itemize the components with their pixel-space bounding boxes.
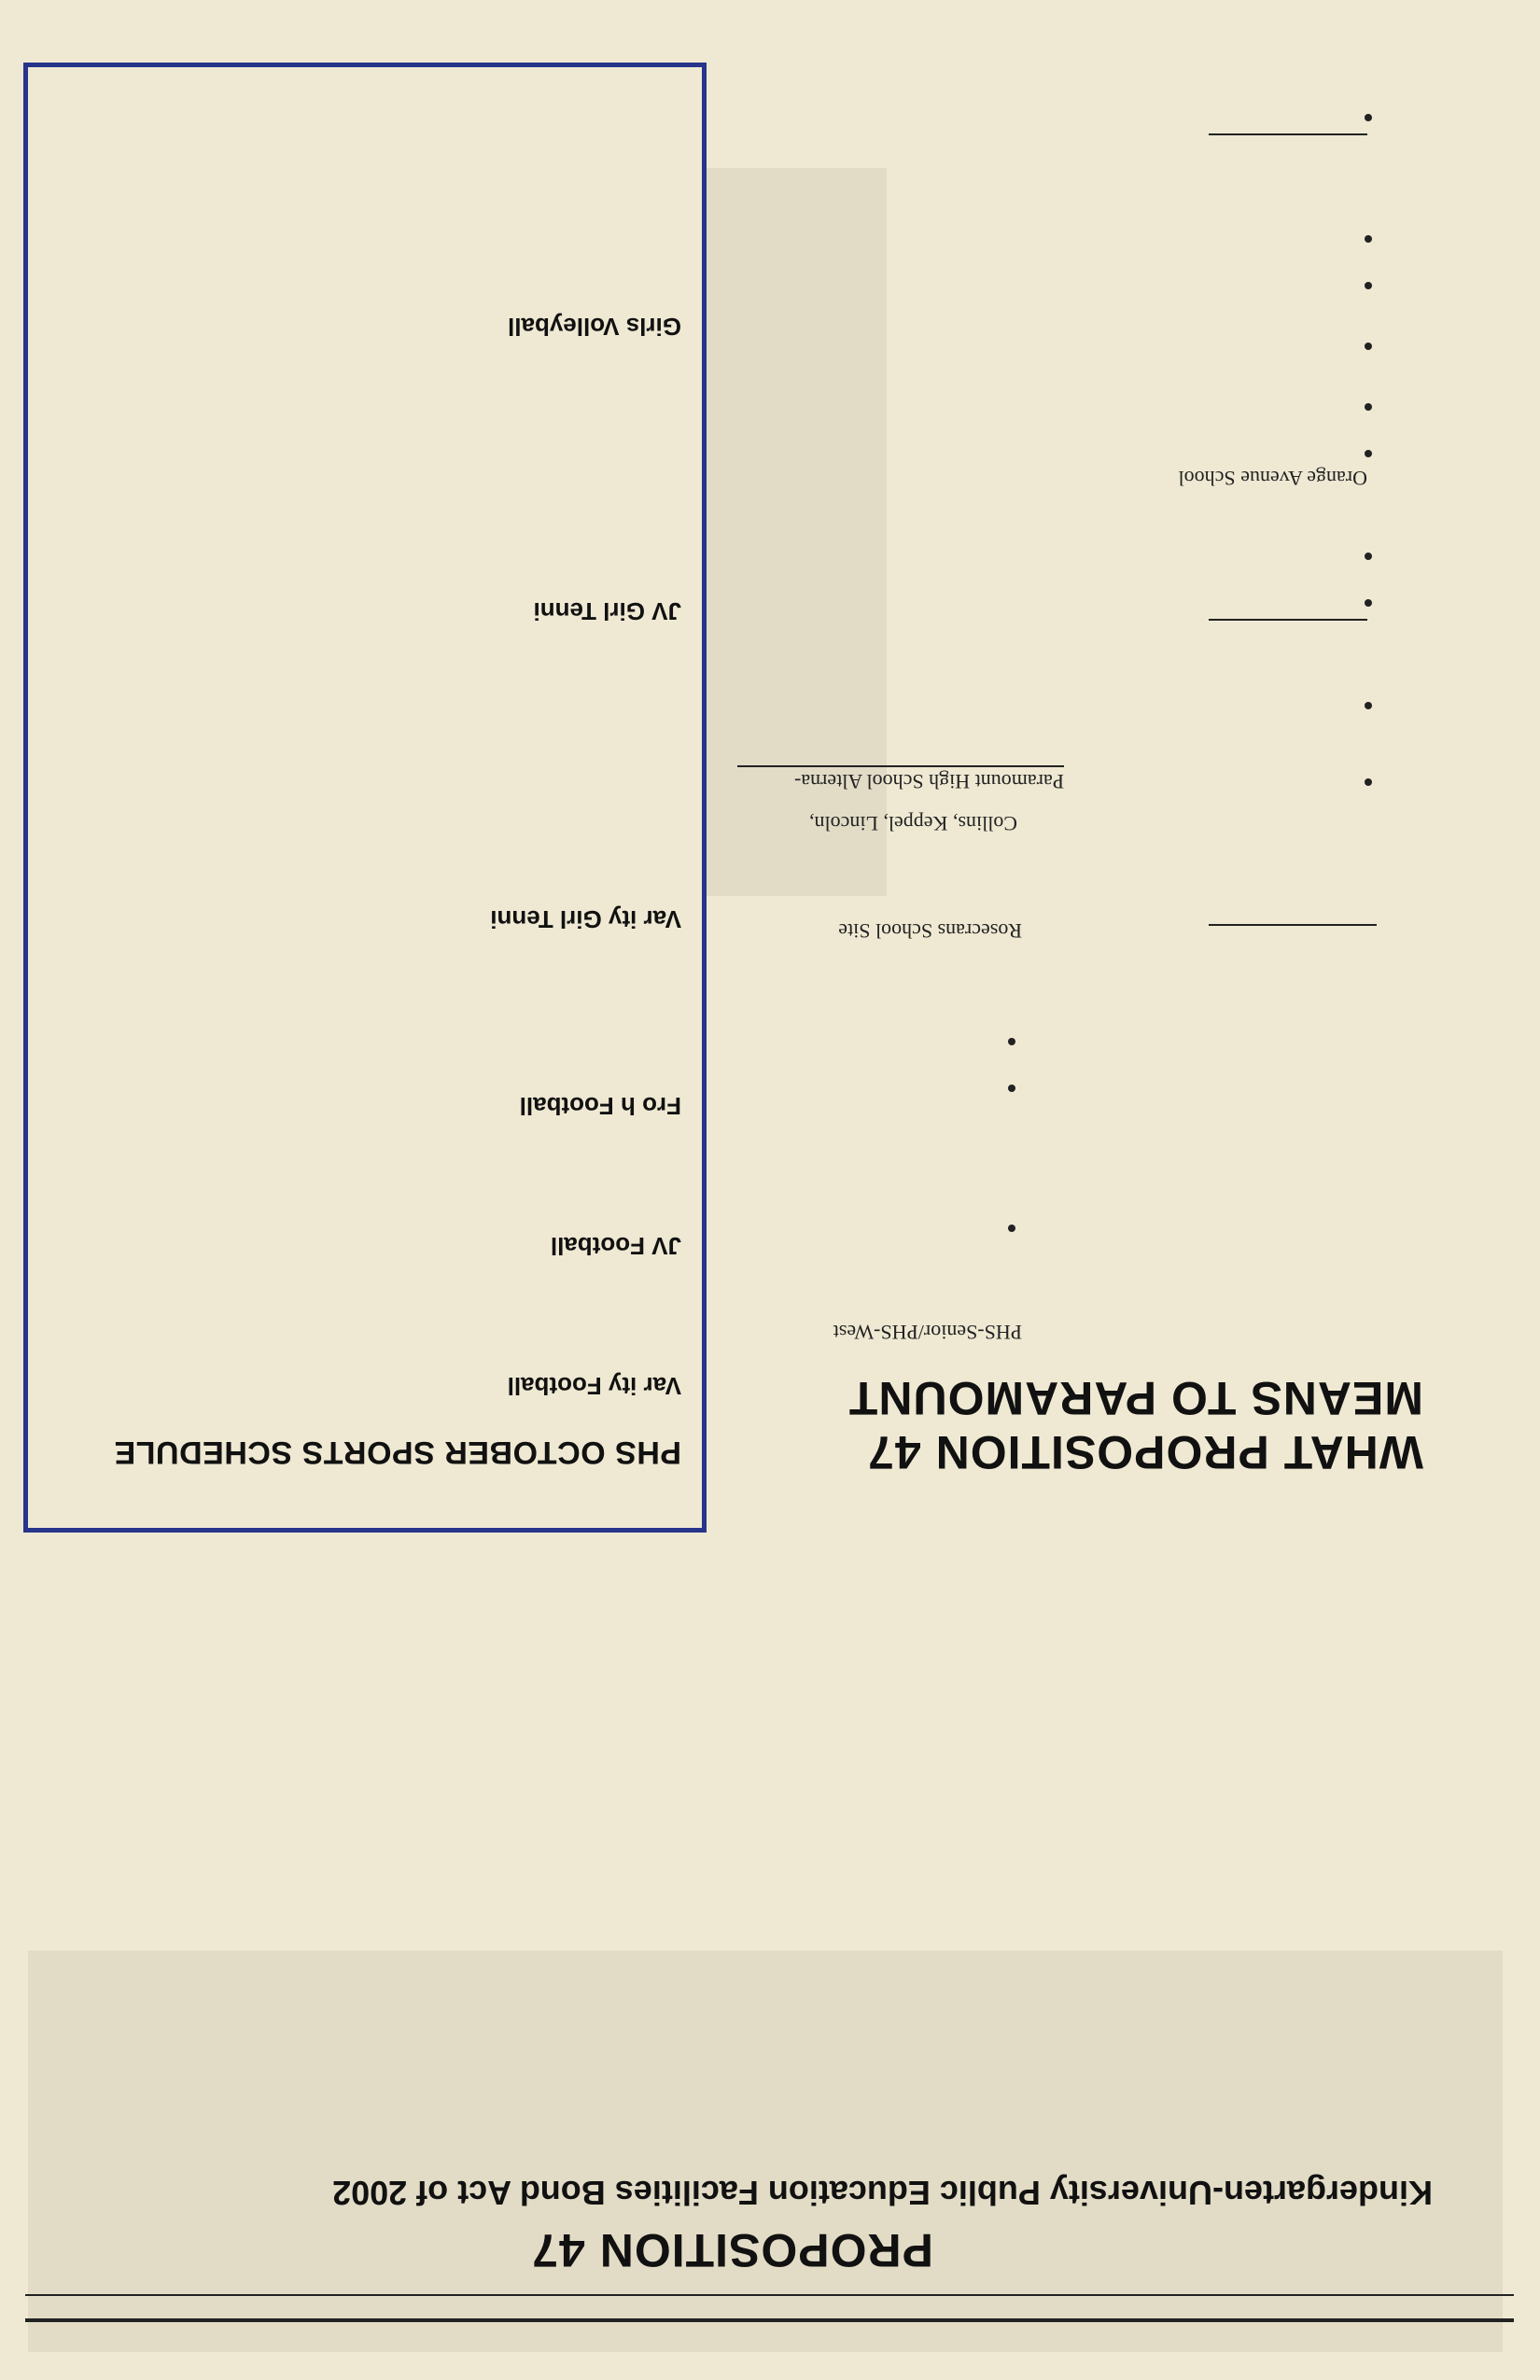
sports-schedule-box — [23, 63, 707, 1533]
sports-item: Var ity Girl Tenni — [490, 905, 681, 933]
sports-item: Girls Volleyball — [508, 313, 681, 341]
project-rosecrans: Rosecrans School Site — [838, 919, 1022, 943]
bullet — [1008, 1225, 1015, 1232]
bullet — [1365, 235, 1372, 243]
masthead-subtitle: Kindergarten-University Public Education Facilities Bond Act of 2002 — [332, 2174, 1433, 2212]
bullet — [1365, 702, 1372, 709]
sports-item: Fro h Football — [519, 1092, 681, 1120]
project-phs: PHS-Senior/PHS-West — [833, 1321, 1022, 1344]
sports-item: Var ity Football — [507, 1372, 681, 1400]
sports-item: JV Football — [550, 1232, 681, 1260]
headline-line-2: MEANS TO PARAMOUNT — [847, 1372, 1423, 1424]
bullet — [1365, 403, 1372, 411]
top-rule-thin — [25, 2294, 1514, 2296]
project-collins: Collins, Keppel, Lincoln, — [808, 812, 1017, 835]
bleed-through-area — [28, 1951, 1503, 2352]
bullet — [1365, 553, 1372, 560]
bullet — [1008, 1085, 1015, 1092]
underline — [1209, 133, 1367, 135]
sports-schedule-title: PHS OCTOBER SPORTS SCHEDULE — [114, 1435, 681, 1470]
top-rule — [25, 2318, 1514, 2322]
bullet — [1365, 450, 1372, 457]
underline — [737, 765, 1064, 767]
bullet — [1365, 343, 1372, 350]
project-alterna: Paramount High School Alterna- — [793, 770, 1064, 793]
project-orange: Orange Avenue School — [1178, 467, 1367, 490]
underline — [1209, 924, 1377, 926]
bullet — [1008, 1038, 1015, 1045]
headline-line-1: WHAT PROPOSITION 47 — [867, 1426, 1423, 1478]
bullet — [1365, 114, 1372, 121]
bullet — [1365, 599, 1372, 607]
bullet — [1365, 778, 1372, 786]
masthead-title: PROPOSITION 47 — [531, 2224, 933, 2276]
underline — [1209, 619, 1367, 621]
section-headline — [848, 1371, 1423, 1479]
bullet — [1365, 282, 1372, 289]
sports-item: JV Girl Tenni — [533, 597, 681, 625]
